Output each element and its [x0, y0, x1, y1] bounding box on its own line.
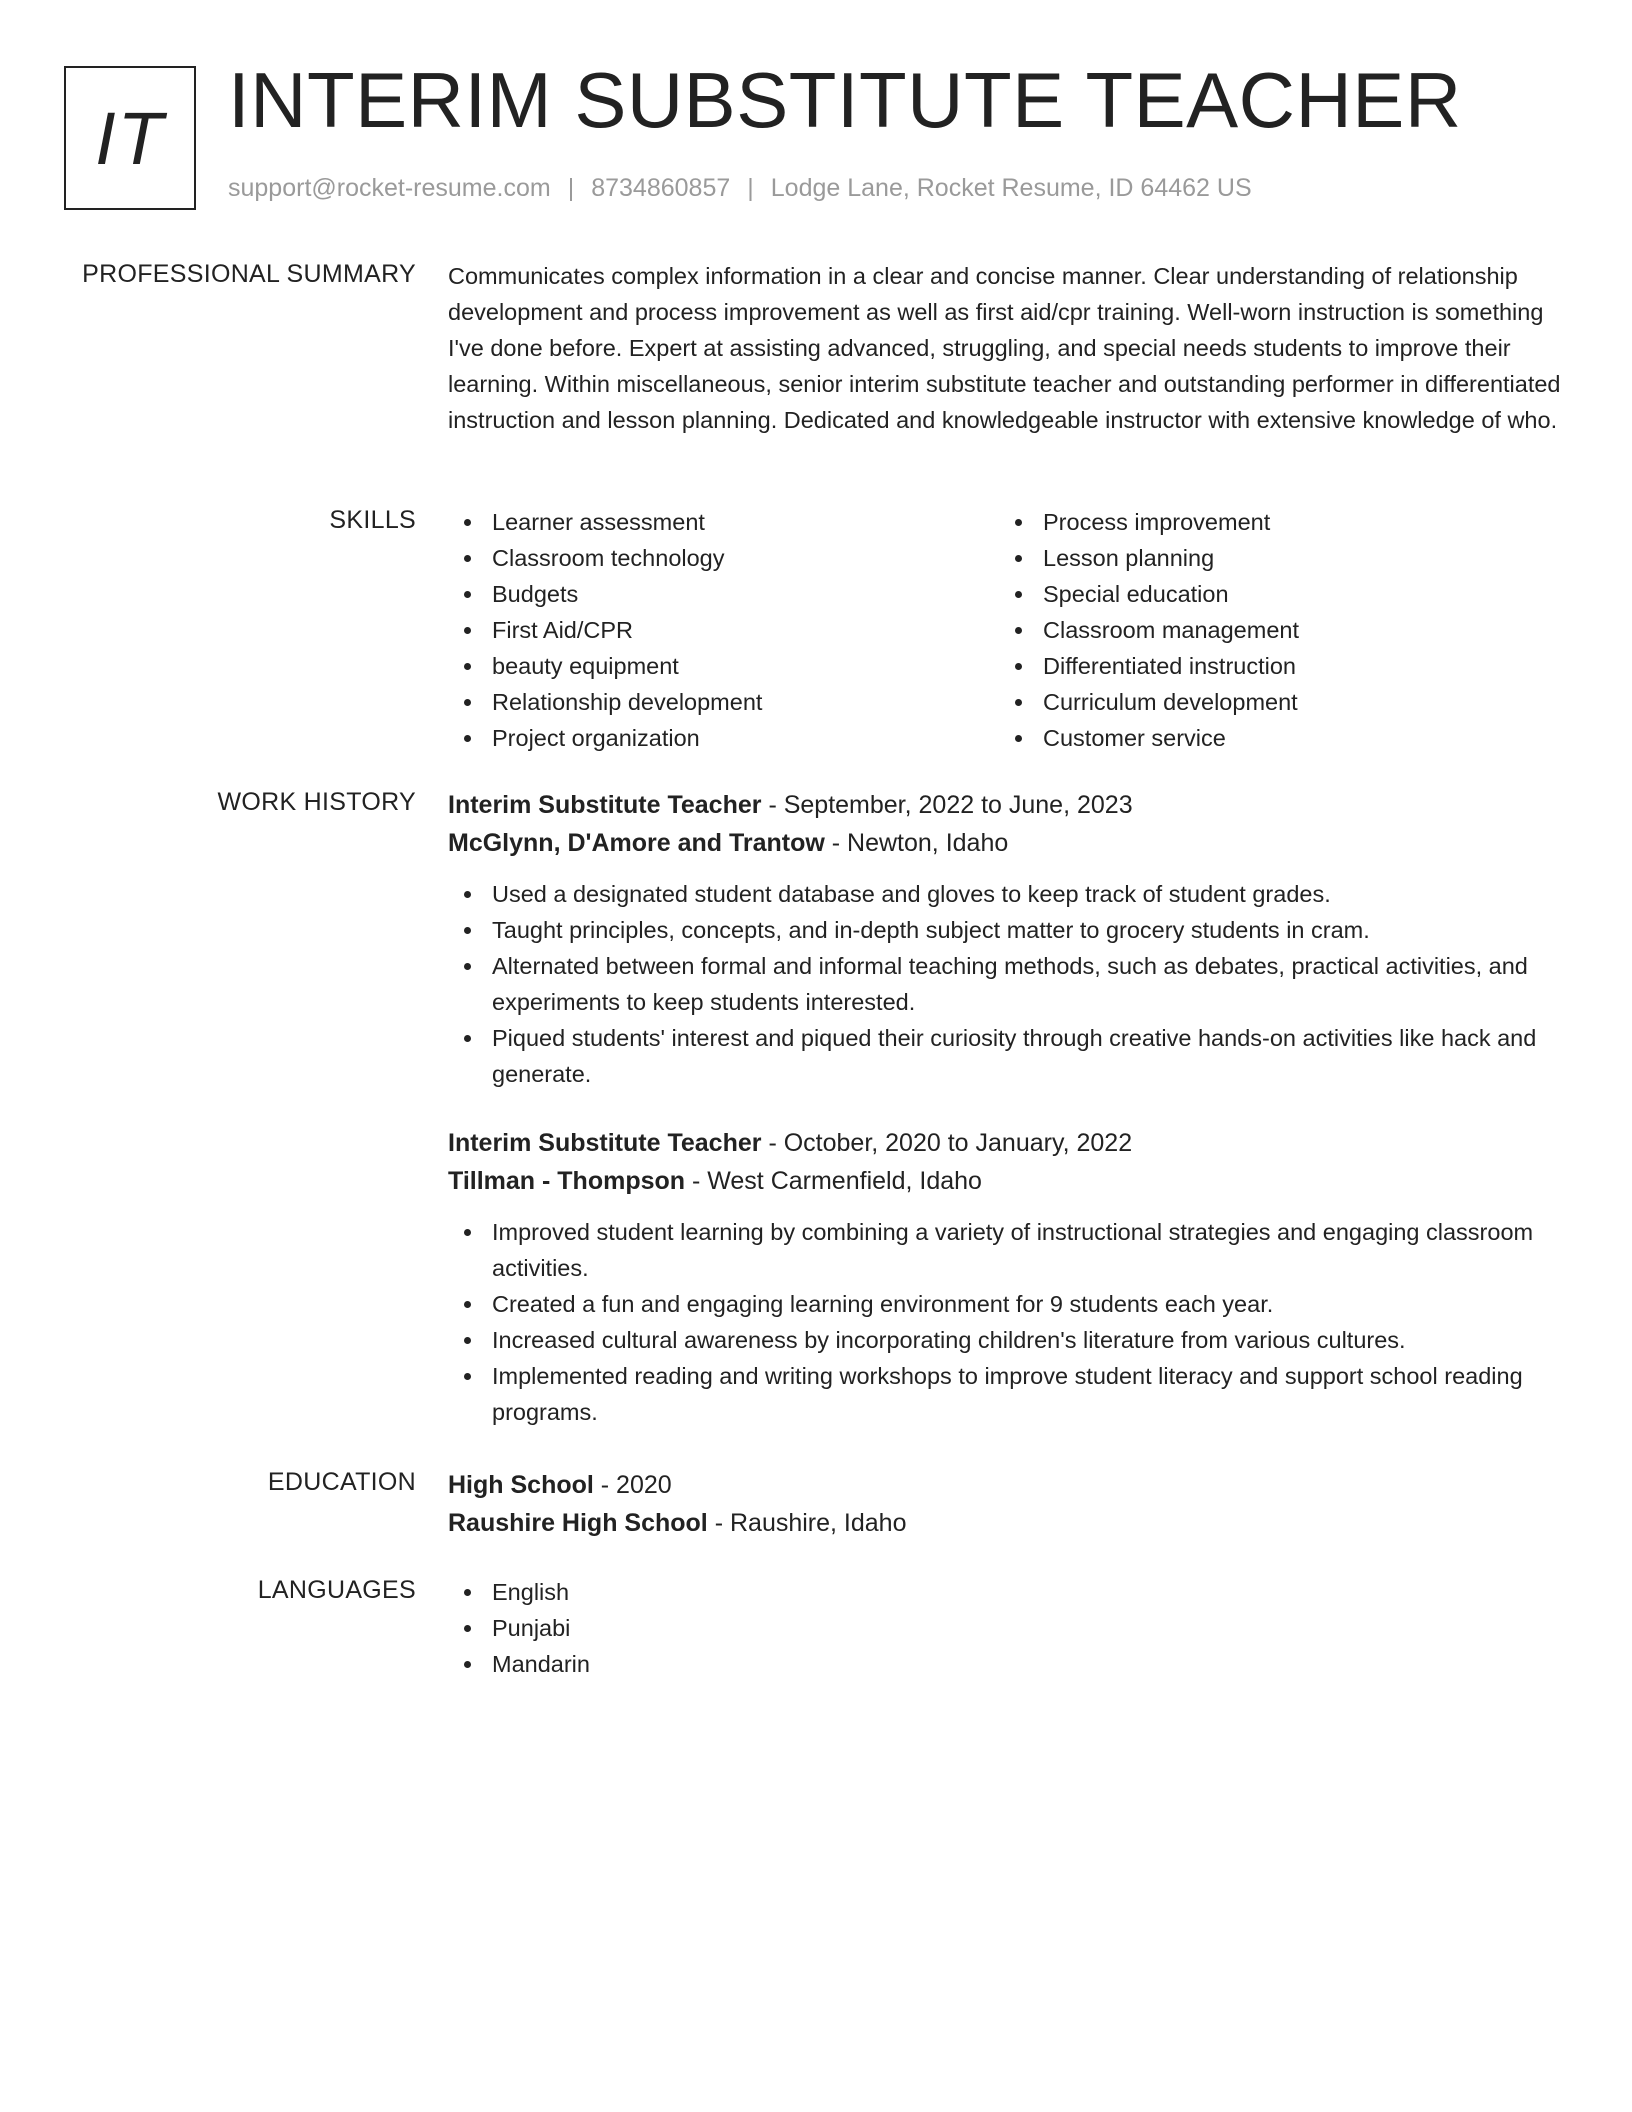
skill-item: Curriculum development — [999, 684, 1550, 720]
section-heading-languages: LANGUAGES — [257, 1576, 416, 1604]
section-heading-work: WORK HISTORY — [217, 788, 416, 816]
skill-item: Learner assessment — [448, 504, 999, 540]
languages-list — [448, 1574, 1568, 1682]
skill-item: Project organization — [448, 720, 999, 756]
job-bullet: Taught principles, concepts, and in-depth subject matter to grocery students in cram. — [448, 912, 1568, 948]
language-item: English — [448, 1574, 1568, 1610]
skill-item: Process improvement — [999, 504, 1550, 540]
monogram-badge: IT — [64, 66, 196, 210]
job-title-line — [448, 1124, 1568, 1162]
skill-item: Differentiated instruction — [999, 648, 1550, 684]
address: Lodge Lane, Rocket Resume, ID 64462 US — [770, 174, 1252, 202]
job-location: - Newton, Idaho — [824, 829, 1009, 857]
job-bullet: Created a fun and engaging learning environment for 9 students each year. — [448, 1286, 1568, 1322]
job-bullet: Improved student learning by combining a variety of instructional strategies and engaging classroom activities. — [448, 1214, 1568, 1286]
contact-line — [228, 174, 1252, 203]
skill-item: Customer service — [999, 720, 1550, 756]
skill-item: First Aid/CPR — [448, 612, 999, 648]
job-bullet: Alternated between formal and informal teaching methods, such as debates, practical activities, and experiments to keep students interested. — [448, 948, 1568, 1020]
skills-list-right — [999, 504, 1550, 756]
contact-separator: | — [747, 174, 754, 202]
language-item: Mandarin — [448, 1646, 1568, 1682]
job-company-line — [448, 1162, 1568, 1200]
job-title: Interim Substitute Teacher — [448, 791, 762, 819]
job-bullet: Implemented reading and writing workshops to improve student literacy and support school reading programs. — [448, 1358, 1568, 1430]
section-heading-summary: PROFESSIONAL SUMMARY — [82, 260, 416, 288]
job-company: McGlynn, D'Amore and Trantow — [448, 829, 825, 857]
job-bullet: Piqued students' interest and piqued their curiosity through creative hands-on activities like hack and generate. — [448, 1020, 1568, 1092]
job-location: - West Carmenfield, Idaho — [685, 1167, 982, 1195]
job-bullet: Increased cultural awareness by incorporating children's literature from various cultures. — [448, 1322, 1568, 1358]
skill-item: Classroom management — [999, 612, 1550, 648]
email-link[interactable]: support@rocket-resume.com — [228, 174, 551, 202]
skills-list-left — [448, 504, 999, 756]
section-heading-skills: SKILLS — [329, 506, 416, 534]
job-dates: - October, 2020 to January, 2022 — [761, 1129, 1133, 1157]
summary-text: Communicates complex information in a clear and concise manner. Clear understanding of relationship development and process improvement as well as first aid/cpr training. Well-worn instruction is something I've done before. Expert at assisting advanced, struggling, and special needs students to improve their learning. Within miscellaneous, senior interim substitute teacher and outstanding performer in differentiated instruction and lesson planning. Dedicated and knowledgeable instructor with extensive knowledge of who. — [448, 263, 1561, 433]
job-title-line — [448, 786, 1568, 824]
job-entry — [448, 1124, 1568, 1430]
education-location: - Raushire, Idaho — [707, 1509, 907, 1537]
job-company: Tillman - Thompson — [448, 1167, 686, 1195]
skill-item: Budgets — [448, 576, 999, 612]
skill-item: Classroom technology — [448, 540, 999, 576]
job-dates: - September, 2022 to June, 2023 — [761, 791, 1133, 819]
resume-title: INTERIM SUBSTITUTE TEACHER — [228, 56, 1462, 144]
phone-number: 8734860857 — [591, 174, 731, 202]
education-year: - 2020 — [593, 1471, 672, 1499]
skill-item: beauty equipment — [448, 648, 999, 684]
job-bullet: Used a designated student database and gloves to keep track of student grades. — [448, 876, 1568, 912]
languages-body — [448, 1574, 1568, 1682]
education-body — [448, 1466, 1568, 1542]
contact-separator: | — [567, 174, 575, 202]
skill-item: Relationship development — [448, 684, 999, 720]
language-item: Punjabi — [448, 1610, 1568, 1646]
education-degree-line — [448, 1466, 1568, 1504]
skill-item: Special education — [999, 576, 1550, 612]
education-school: Raushire High School — [448, 1509, 708, 1537]
skills-columns — [448, 504, 1568, 756]
job-entry — [448, 786, 1568, 1092]
job-company-line — [448, 824, 1568, 862]
work-history-body — [448, 786, 1568, 1430]
education-school-line — [448, 1504, 1568, 1542]
job-title: Interim Substitute Teacher — [448, 1129, 762, 1157]
job-bullets — [448, 1214, 1568, 1430]
skill-item: Lesson planning — [999, 540, 1550, 576]
section-heading-education: EDUCATION — [267, 1468, 416, 1496]
education-degree: High School — [448, 1471, 594, 1499]
job-bullets — [448, 876, 1568, 1092]
